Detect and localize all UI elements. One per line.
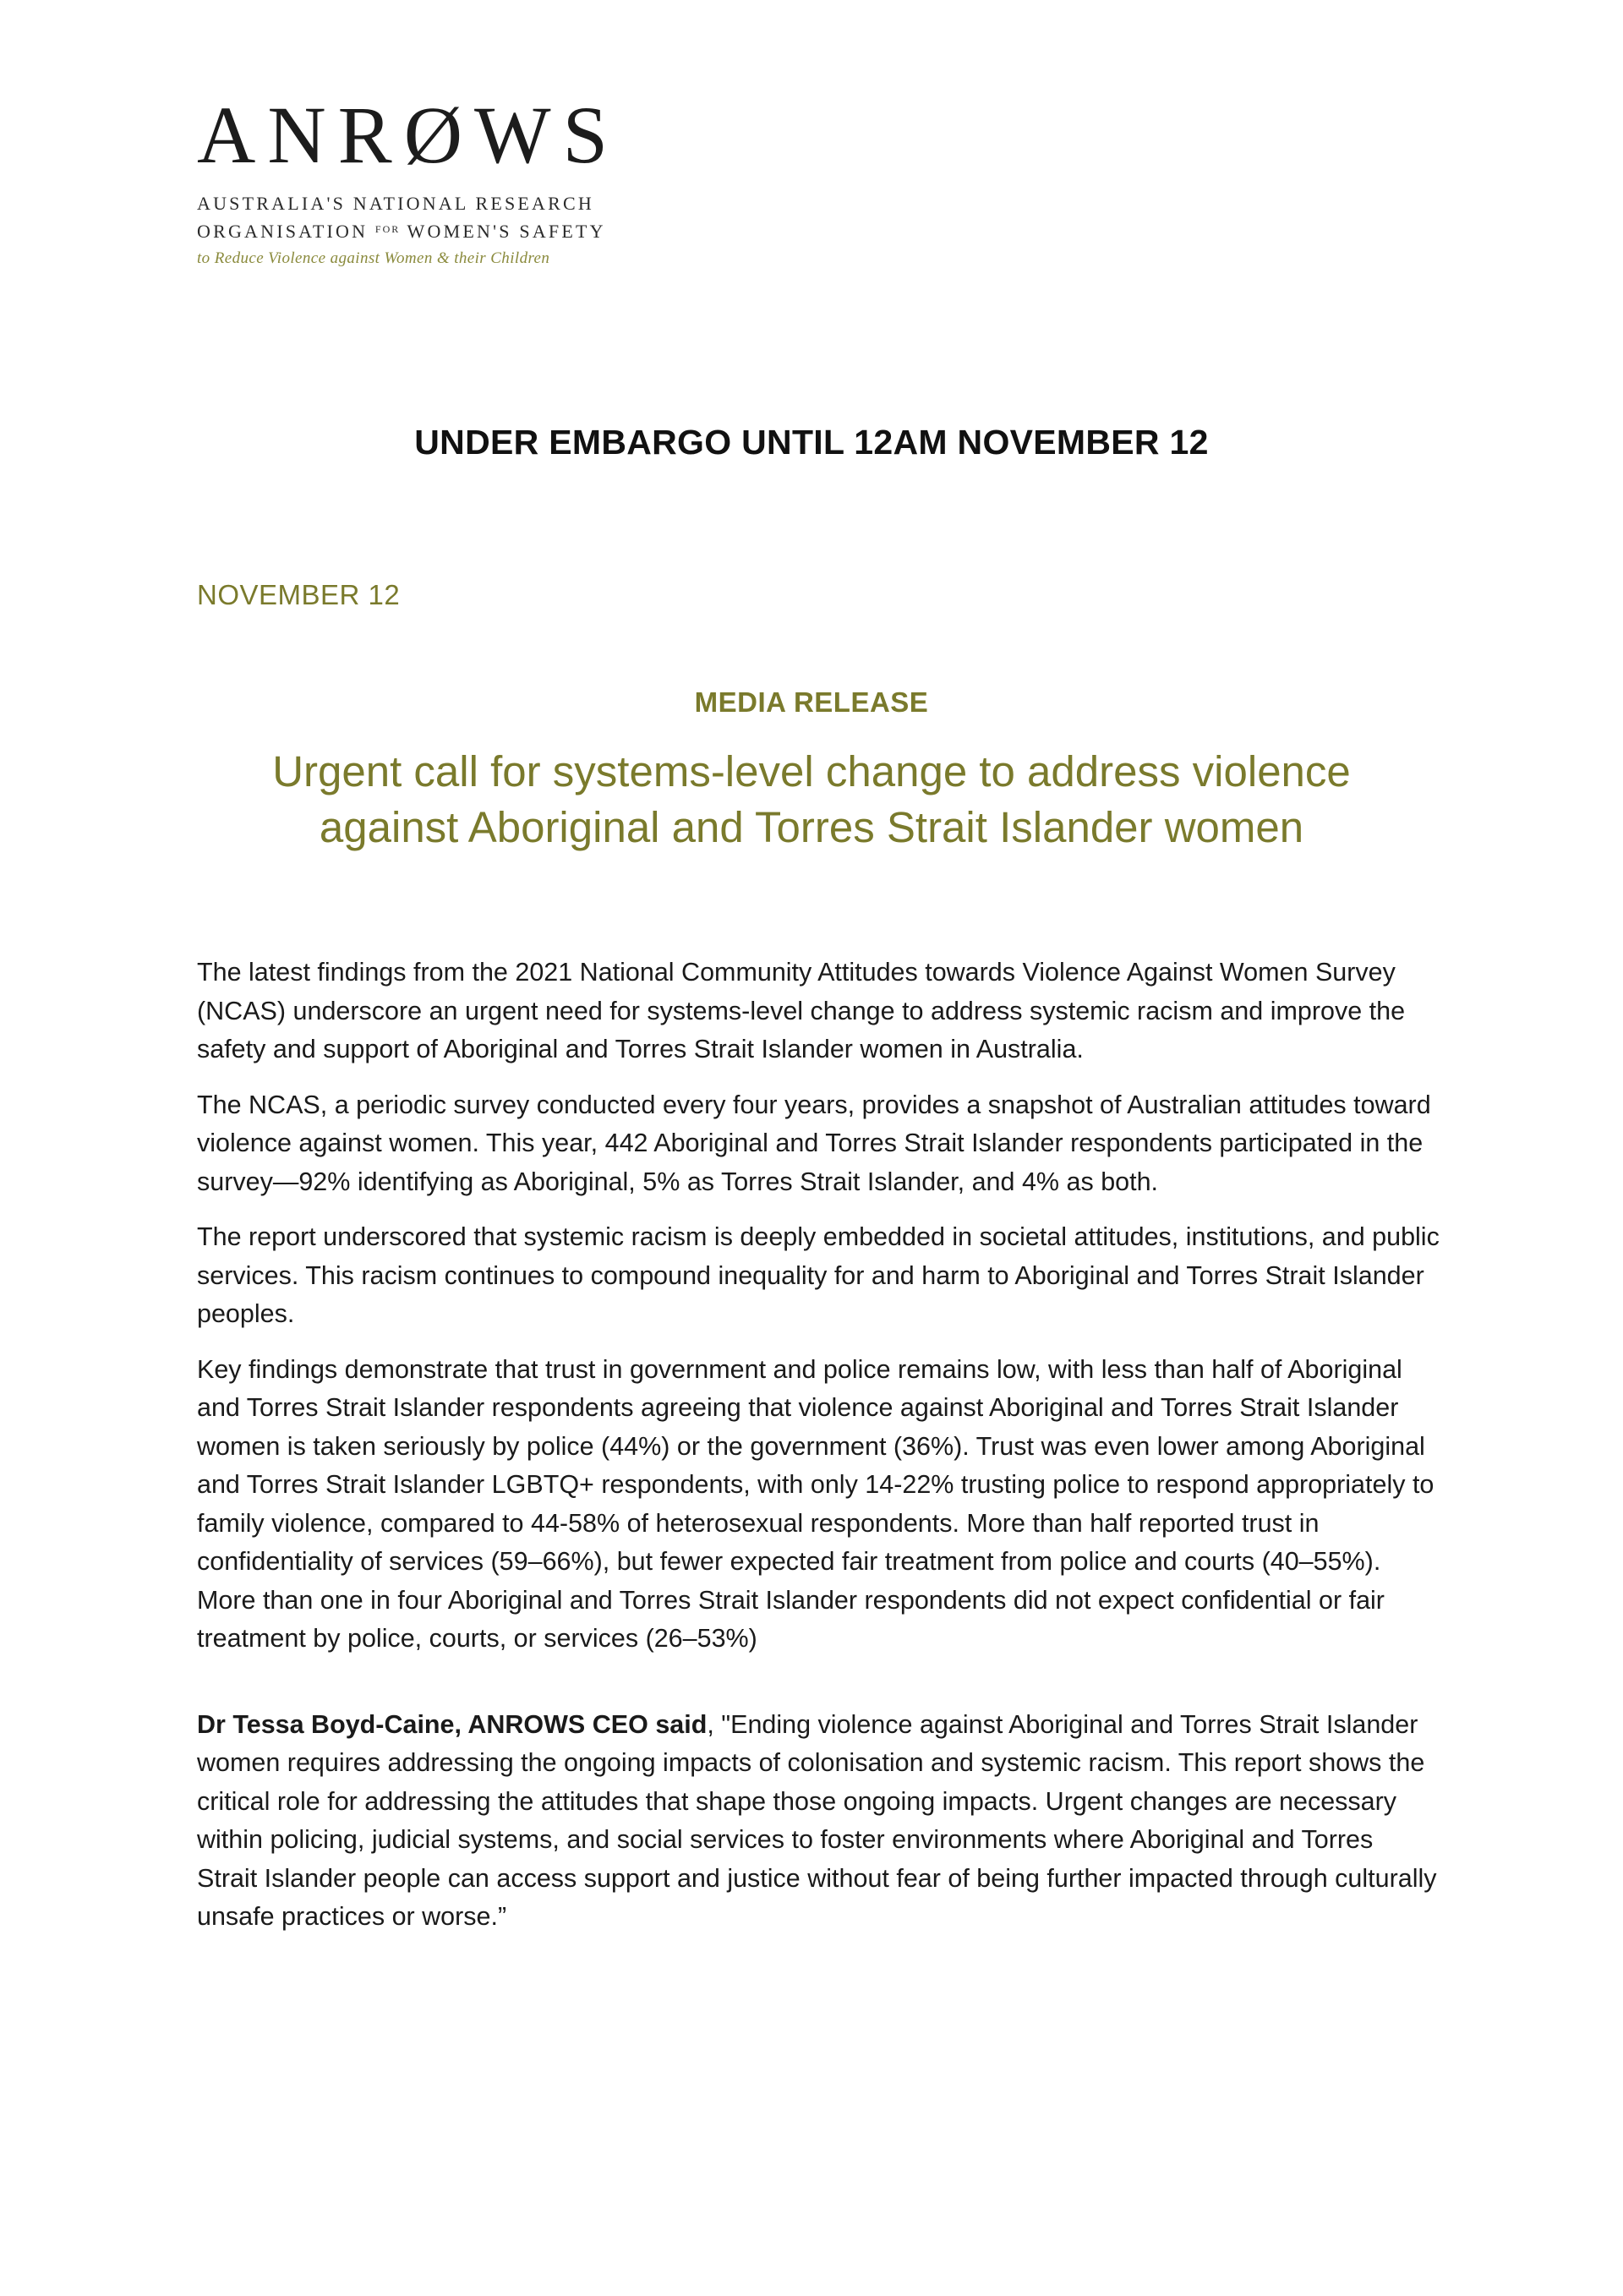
logo-tagline: to Reduce Violence against Women & their Children [197,249,550,267]
paragraph: The report underscored that systemic racism is deeply embedded in societal attitudes, institutions, and public services. This racism continues to compound inequality for and harm to Aboriginal and Torres Strait Islander peoples. [197,1222,1440,1328]
headline [0,744,1623,856]
ceo-quote-paragraph [197,1706,1440,1937]
quote-text: , "Ending violence against Aboriginal and Torres Strait Islander women requires addressing the ongoing impacts of colonisation and systemic racism. This report shows the critical role for addressing the attitudes that shape those ongoing impacts. Urgent changes are necessary within policing, judicial systems, and social services to foster environments where Aboriginal and Torres Strait Islander people can access support and justice without fear of being further impacted through culturally unsafe practices or worse.” [197,1709,1437,1931]
logo-wordmark: ANRØWS [197,90,620,180]
logo-org-line-2 [197,216,637,244]
media-release-label: MEDIA RELEASE [694,686,929,718]
body-text [197,954,1440,1954]
paragraph: The latest findings from the 2021 National Community Attitudes towards Violence Against Women Survey (NCAS) underscore an urgent need for systems-level change to address systemic racism and improve the safety and support of Aboriginal and Torres Strait Islander women in Australia. [197,958,1406,1063]
logo-org-line-1: AUSTRALIA'S NATIONAL RESEARCH [197,193,594,214]
logo-org-line-2-b: WOMEN'S SAFETY [407,221,606,242]
paragraph: Key findings demonstrate that trust in government and police remains low, with less than half of Aboriginal and Torres Strait Islander respondents agreeing that violence against Aboriginal and Torres Strait Islander women is taken seriously by police (44%) or the government (36%). Trust was even lower among Aboriginal and Torres Strait Islander LGBTQ+ respondents, with only 14-22% trusting police to respond appropriately to family violence, compared to 44-58% of heterosexual respondents. More than half reported trust in confidentiality of services (59–66%), but fewer expected fair treatment from police and courts (40–55%). More than one in four Aboriginal and Torres Strait Islander respondents did not expect confidential or fair treatment by police, courts, or services (26–53%) [197,1354,1434,1653]
logo-org-line-2-a: ORGANISATION [197,221,369,242]
anrows-logo [197,90,637,268]
headline-line-2: against Aboriginal and Torres Strait Islander women [319,803,1304,851]
paragraph: The NCAS, a periodic survey conducted every four years, provides a snapshot of Australian attitudes toward violence against women. This year, 442 Aboriginal and Torres Strait Islander respondents participated in the survey—92% identifying as Aboriginal, 5% as Torres Strait Islander, and 4% as both. [197,1090,1431,1196]
logo-for: FOR [374,223,401,235]
quote-speaker: Dr Tessa Boyd-Caine, ANROWS CEO said [197,1709,708,1739]
embargo-notice: UNDER EMBARGO UNTIL 12AM NOVEMBER 12 [414,423,1209,462]
headline-line-1: Urgent call for systems-level change to address violence [272,747,1351,795]
release-date: NOVEMBER 12 [197,579,401,610]
